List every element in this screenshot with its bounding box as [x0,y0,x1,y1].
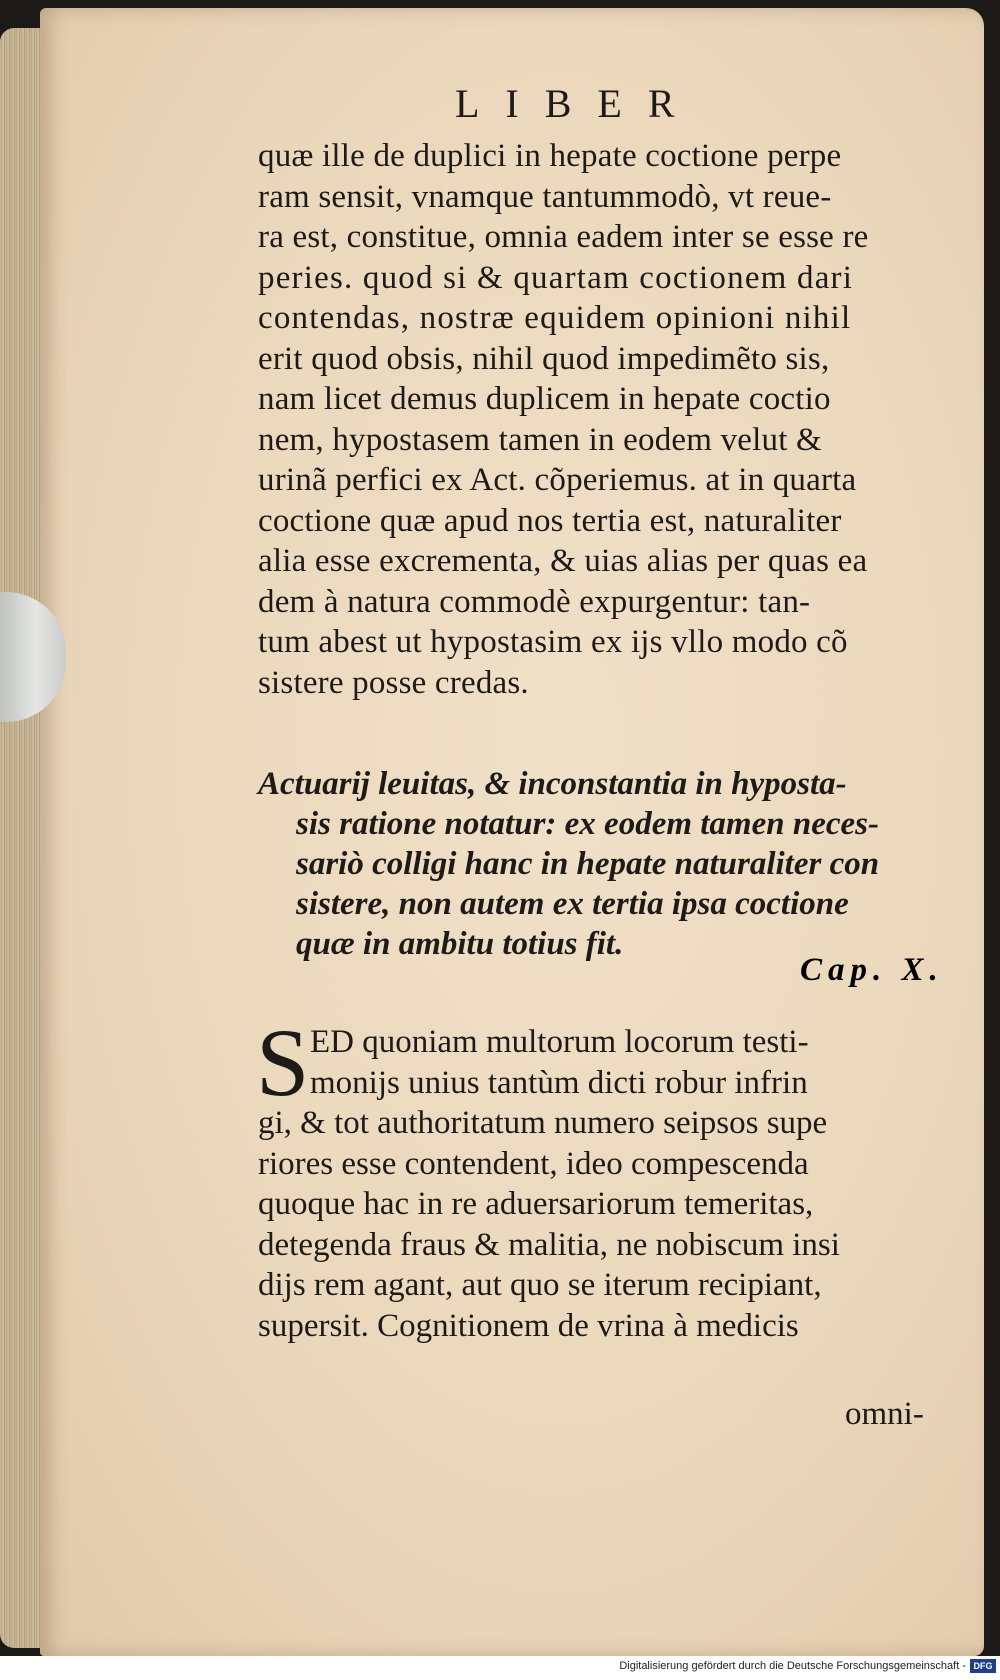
text-line: quoque hac in re aduersariorum temeritas, [258,1186,814,1222]
text-line: monijs unius tantùm dicti robur infrin [310,1064,808,1101]
text-line: gi, & tot authoritatum numero seipsos supe [258,1105,828,1141]
heading-line: sistere, non autem ex tertia ipsa coctione [296,886,849,922]
catchword: omni- [845,1396,924,1432]
text-line: alia esse excrementa, & uias alias per quas ea [258,543,868,579]
paragraph-1 [258,136,958,703]
text-line: nem, hypostasem tamen in eodem velut & [258,421,822,458]
chapter-number: Cap. X. [800,952,944,988]
heading-line: quæ in ambitu totius fit. [296,926,624,962]
text-line: contendas, nostræ equidem opinioni nihil [258,300,852,336]
paragraph-2 [258,1022,958,1346]
heading-line: sariò colligi hanc in hepate naturaliter con [296,846,880,882]
text-line: detegenda fraus & malitia, ne nobiscum insi [258,1226,840,1263]
text-line: urinã perfici ex Act. cõperiemus. at in quarta [258,462,857,498]
text-line: ra est, constitue, omnia eadem inter se esse re [258,219,869,255]
text-line: riores esse contendent, ideo compescenda [258,1145,809,1182]
heading-line: Actuarij leuitas, & inconstantia in hyposta- [258,766,847,802]
text-line: tum abest ut hypostasim ex ijs vllo modo cõ [258,624,848,660]
chapter-heading [258,764,958,964]
drop-capital: S [256,1009,310,1116]
text-line: sistere posse credas. [258,664,529,701]
heading-line: sis ratione notatur: ex eodem tamen neces- [296,806,879,842]
text-line: dem à natura commodè expurgentur: tan- [258,583,811,620]
text-line: ED quoniam multorum locorum testi- [310,1024,809,1060]
text-line: quæ ille de duplici in hepate coctione perpe [258,138,842,174]
text-line: erit quod obsis, nihil quod impedimẽto sis, [258,340,830,377]
digitization-credit: Digitalisierung gefördert durch die Deutsche Forschungsgemeinschaft - [619,1660,966,1672]
running-title: LIBER [455,81,701,126]
dfg-logo: DFG [970,1659,996,1673]
text-line: supersit. Cognitionem de vrina à medicis [258,1307,799,1344]
text-line: nam licet demus duplicem in hepate coctio [258,381,831,417]
text-line: dijs rem agant, aut quo se iterum recipiant, [258,1267,822,1303]
text-line: peries. quod si & quartam coctionem dari [258,259,854,296]
text-line: coctione quæ apud nos tertia est, naturaliter [258,502,842,539]
book-page-edges [0,28,44,1648]
text-line: ram sensit, vnamque tantummodò, vt reue- [258,178,832,215]
